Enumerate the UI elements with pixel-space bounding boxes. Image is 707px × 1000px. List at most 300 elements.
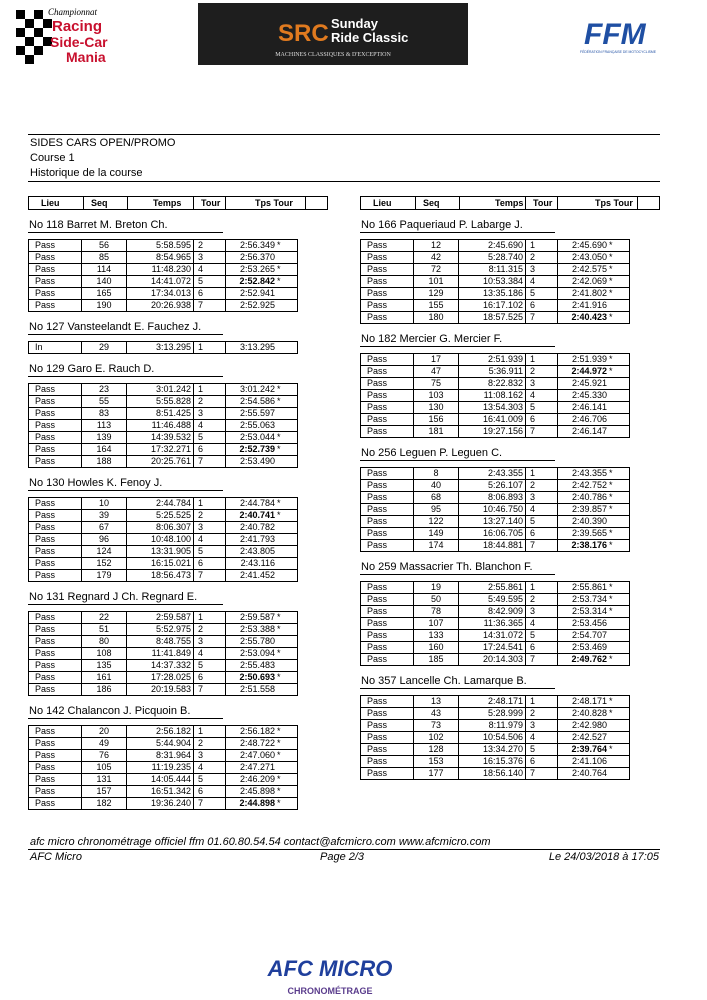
cell-temps: 17:34.013 (127, 288, 194, 300)
title-top-rule (28, 134, 660, 135)
cell-mark: * (277, 498, 298, 510)
cell-temps: 14:31.072 (459, 630, 526, 642)
cell-tour: 1 (526, 696, 558, 708)
cell-seq: 160 (414, 642, 459, 654)
cell-temps: 8:11.315 (459, 264, 526, 276)
cell-temps: 5:28.999 (459, 708, 526, 720)
cell-temps: 8:54.965 (127, 252, 194, 264)
cell-tour: 1 (526, 354, 558, 366)
table-row (29, 546, 298, 558)
table-row (361, 618, 630, 630)
cell-seq: 73 (414, 720, 459, 732)
table-row (361, 642, 630, 654)
cell-tour: 2 (526, 594, 558, 606)
cell-mark: * (609, 504, 630, 516)
cell-mark (609, 732, 630, 744)
cell-tps: 2:40.764 (558, 768, 610, 780)
cell-mark (277, 684, 298, 696)
cell-mark (277, 408, 298, 420)
cell-mark (609, 618, 630, 630)
cell-tps: 2:41.802 (558, 288, 610, 300)
cell-temps: 16:41.009 (459, 414, 526, 426)
table-row (361, 594, 630, 606)
cell-lieu: Pass (361, 468, 414, 480)
cell-lieu: Pass (361, 708, 414, 720)
table-row (29, 288, 298, 300)
cell-lieu: Pass (29, 444, 82, 456)
cell-tour: 7 (194, 300, 226, 312)
cell-lieu: Pass (29, 684, 82, 696)
right-results-column (360, 196, 660, 780)
cell-seq: 55 (82, 396, 127, 408)
logo-left-line1: Championnat (48, 7, 98, 17)
cell-tps: 2:42.069 (558, 276, 610, 288)
title-bottom-rule (28, 181, 660, 182)
cell-lieu: Pass (29, 750, 82, 762)
cell-tps: 2:52.941 (226, 288, 278, 300)
table-row (361, 606, 630, 618)
cell-mark: * (277, 798, 298, 810)
table-row (29, 612, 298, 624)
cell-mark (277, 342, 298, 354)
cell-lieu: Pass (361, 240, 414, 252)
lap-table (360, 353, 630, 438)
cell-tour: 2 (194, 738, 226, 750)
cell-tps: 2:53.388 (226, 624, 278, 636)
cell-seq: 129 (414, 288, 459, 300)
cell-seq: 105 (82, 762, 127, 774)
cell-tps: 2:54.707 (558, 630, 610, 642)
cell-lieu: Pass (29, 300, 82, 312)
cell-lieu: Pass (361, 642, 414, 654)
cell-seq: 96 (82, 534, 127, 546)
cell-tps: 2:40.390 (558, 516, 610, 528)
cell-tps: 2:55.063 (226, 420, 278, 432)
lap-table (28, 341, 298, 354)
table-row (29, 276, 298, 288)
cell-tour: 5 (194, 432, 226, 444)
cell-tour: 7 (526, 426, 558, 438)
cell-temps: 2:48.171 (459, 696, 526, 708)
table-row (29, 672, 298, 684)
cell-seq: 131 (82, 774, 127, 786)
cell-mark: * (609, 708, 630, 720)
cell-seq: 49 (82, 738, 127, 750)
cell-tps: 2:53.734 (558, 594, 610, 606)
ffm-mark: FFM (584, 18, 646, 51)
cell-mark: * (277, 774, 298, 786)
cell-tour: 4 (194, 420, 226, 432)
cell-lieu: Pass (29, 264, 82, 276)
cell-seq: 139 (82, 432, 127, 444)
cell-seq: 185 (414, 654, 459, 666)
cell-seq: 17 (414, 354, 459, 366)
cell-seq: 85 (82, 252, 127, 264)
cell-lieu: Pass (361, 540, 414, 552)
cell-tour: 5 (526, 516, 558, 528)
cell-lieu: Pass (361, 594, 414, 606)
table-row (361, 696, 630, 708)
table-row (29, 264, 298, 276)
cell-seq: 23 (82, 384, 127, 396)
cell-tour: 5 (194, 546, 226, 558)
cell-seq: 177 (414, 768, 459, 780)
cell-tour: 6 (526, 642, 558, 654)
cell-tour: 3 (194, 408, 226, 420)
cell-temps: 14:41.072 (127, 276, 194, 288)
cell-lieu: Pass (361, 606, 414, 618)
cell-tps: 2:46.209 (226, 774, 278, 786)
header-seq: Seq (91, 198, 108, 208)
cell-tps: 2:48.722 (226, 738, 278, 750)
cell-lieu: Pass (361, 390, 414, 402)
cell-lieu: Pass (29, 522, 82, 534)
cell-tour: 7 (194, 798, 226, 810)
cell-temps: 20:25.761 (127, 456, 194, 468)
cell-lieu: Pass (29, 612, 82, 624)
cell-tps: 2:41.793 (226, 534, 278, 546)
table-row (29, 726, 298, 738)
header-temps: Temps (495, 198, 524, 208)
table-row (29, 240, 298, 252)
cell-tps: 2:52.739 (226, 444, 278, 456)
table-row (361, 240, 630, 252)
cell-tour: 7 (526, 312, 558, 324)
cell-tps: 2:39.857 (558, 504, 610, 516)
cell-tps: 2:45.690 (558, 240, 610, 252)
cell-lieu: Pass (361, 618, 414, 630)
cell-mark: * (609, 582, 630, 594)
table-row (361, 366, 630, 378)
cell-tour: 2 (526, 708, 558, 720)
cell-temps: 13:34.270 (459, 744, 526, 756)
cell-temps: 5:36.911 (459, 366, 526, 378)
cell-temps: 5:26.107 (459, 480, 526, 492)
table-row (361, 540, 630, 552)
cell-tps: 2:41.106 (558, 756, 610, 768)
table-row (29, 444, 298, 456)
table-row (29, 558, 298, 570)
cell-mark: * (277, 726, 298, 738)
logo-left-line4: Mania (66, 49, 106, 65)
racing-sidecar-mania-logo (14, 4, 124, 66)
afc-micro-sub: CHRONOMÉTRAGE (287, 986, 373, 996)
table-row (29, 498, 298, 510)
cell-tps: 2:45.921 (558, 378, 610, 390)
table-row (29, 408, 298, 420)
cell-lieu: Pass (361, 492, 414, 504)
cell-mark: * (609, 468, 630, 480)
cell-seq: 76 (82, 750, 127, 762)
cell-seq: 29 (82, 342, 127, 354)
table-row (29, 774, 298, 786)
header-temps: Temps (153, 198, 182, 208)
cell-mark (277, 300, 298, 312)
rider-underline (28, 490, 223, 491)
cell-tps: 2:55.861 (558, 582, 610, 594)
cell-seq: 181 (414, 426, 459, 438)
header-tps-tour: Tps Tour (595, 198, 633, 208)
page-number: Page 2/3 (320, 851, 365, 863)
cell-tps: 2:43.116 (226, 558, 278, 570)
cell-mark: * (609, 354, 630, 366)
cell-lieu: Pass (361, 414, 414, 426)
cell-seq: 113 (82, 420, 127, 432)
cell-mark: * (609, 528, 630, 540)
cell-tps: 2:54.586 (226, 396, 278, 408)
cell-lieu: Pass (29, 432, 82, 444)
cell-tour: 6 (194, 288, 226, 300)
cell-tps: 2:51.939 (558, 354, 610, 366)
cell-lieu: Pass (361, 366, 414, 378)
cell-lieu: Pass (29, 546, 82, 558)
cell-mark: * (609, 366, 630, 378)
cell-temps: 16:17.102 (459, 300, 526, 312)
header-lieu: Lieu (41, 198, 60, 208)
table-row (29, 420, 298, 432)
cell-seq: 50 (414, 594, 459, 606)
cell-lieu: Pass (361, 696, 414, 708)
rider-title: No 259 Massacrier Th. Blanchon F. (361, 561, 533, 573)
table-row (361, 516, 630, 528)
table-row (29, 510, 298, 522)
cell-tour: 6 (194, 672, 226, 684)
cell-tps: 2:46.147 (558, 426, 610, 438)
cell-seq: 155 (414, 300, 459, 312)
cell-mark: * (277, 612, 298, 624)
cell-lieu: Pass (29, 252, 82, 264)
cell-tour: 2 (526, 252, 558, 264)
rider-underline (28, 376, 223, 377)
table-row (29, 384, 298, 396)
cell-mark: * (609, 594, 630, 606)
sunday-ride-classic-logo (198, 3, 468, 65)
cell-temps: 8:31.964 (127, 750, 194, 762)
header-tour: Tour (201, 198, 221, 208)
cell-seq: 47 (414, 366, 459, 378)
cell-mark (609, 426, 630, 438)
table-row (361, 768, 630, 780)
lap-table (360, 581, 630, 666)
table-row (29, 786, 298, 798)
cell-seq: 124 (82, 546, 127, 558)
cell-temps: 19:36.240 (127, 798, 194, 810)
table-row (361, 756, 630, 768)
cell-mark: * (277, 444, 298, 456)
cell-seq: 101 (414, 276, 459, 288)
cell-lieu: Pass (361, 654, 414, 666)
cell-tour: 2 (526, 480, 558, 492)
cell-tour: 4 (194, 264, 226, 276)
cell-mark: * (609, 240, 630, 252)
cell-tour: 1 (194, 498, 226, 510)
cell-mark (277, 762, 298, 774)
cell-tour: 6 (194, 444, 226, 456)
cell-temps: 3:01.242 (127, 384, 194, 396)
cell-lieu: Pass (29, 288, 82, 300)
cell-tour: 4 (194, 762, 226, 774)
cell-seq: 68 (414, 492, 459, 504)
afc-micro-name: AFC MICRO (267, 956, 393, 981)
cell-seq: 8 (414, 468, 459, 480)
cell-tour: 2 (526, 366, 558, 378)
history-subtitle: Historique de la course (30, 167, 143, 179)
table-row (29, 660, 298, 672)
table-row (361, 402, 630, 414)
cell-seq: 40 (414, 480, 459, 492)
cell-tps: 2:47.271 (226, 762, 278, 774)
cell-tps: 2:47.060 (226, 750, 278, 762)
rider-title: No 129 Garo E. Rauch D. (29, 363, 155, 375)
cell-tour: 1 (194, 342, 226, 354)
cell-seq: 102 (414, 732, 459, 744)
cell-tour: 7 (526, 768, 558, 780)
cell-temps: 8:22.832 (459, 378, 526, 390)
cell-tps: 2:53.265 (226, 264, 278, 276)
cell-tps: 2:39.565 (558, 528, 610, 540)
cell-tps: 2:43.805 (226, 546, 278, 558)
cell-mark (277, 570, 298, 582)
cell-lieu: Pass (361, 264, 414, 276)
cell-mark: * (609, 540, 630, 552)
cell-lieu: Pass (29, 408, 82, 420)
left-column-header (28, 196, 328, 210)
cell-temps: 2:59.587 (127, 612, 194, 624)
cell-tps: 2:45.898 (226, 786, 278, 798)
lap-table (360, 467, 630, 552)
cell-tour: 6 (194, 558, 226, 570)
cell-temps: 11:08.162 (459, 390, 526, 402)
cell-mark (277, 660, 298, 672)
cell-lieu: Pass (29, 648, 82, 660)
cell-lieu: Pass (29, 762, 82, 774)
cell-mark: * (609, 654, 630, 666)
table-row (361, 414, 630, 426)
cell-tps: 2:52.925 (226, 300, 278, 312)
cell-tps: 2:43.355 (558, 468, 610, 480)
cell-tour: 3 (526, 264, 558, 276)
cell-tour: 7 (526, 654, 558, 666)
cell-temps: 18:56.140 (459, 768, 526, 780)
cell-mark: * (277, 648, 298, 660)
table-row (29, 534, 298, 546)
table-row (29, 636, 298, 648)
table-row (29, 432, 298, 444)
cell-lieu: Pass (29, 420, 82, 432)
cell-tour: 7 (194, 456, 226, 468)
cell-tps: 2:52.842 (226, 276, 278, 288)
cell-mark: * (277, 624, 298, 636)
header-tour: Tour (533, 198, 553, 208)
cell-tour: 1 (526, 240, 558, 252)
cell-temps: 14:39.532 (127, 432, 194, 444)
cell-tour: 5 (194, 276, 226, 288)
cell-temps: 19:27.156 (459, 426, 526, 438)
cell-tour: 7 (526, 540, 558, 552)
cell-temps: 13:54.303 (459, 402, 526, 414)
cell-seq: 149 (414, 528, 459, 540)
cell-tps: 2:44.972 (558, 366, 610, 378)
cell-seq: 153 (414, 756, 459, 768)
cell-mark (609, 390, 630, 402)
src-mark: SRC (278, 20, 329, 47)
cell-tour: 3 (194, 636, 226, 648)
cell-tour: 5 (526, 288, 558, 300)
cell-mark: * (277, 786, 298, 798)
cell-lieu: Pass (361, 288, 414, 300)
cell-mark: * (609, 492, 630, 504)
cell-lieu: Pass (361, 426, 414, 438)
table-row (361, 720, 630, 732)
cell-tps: 2:40.741 (226, 510, 278, 522)
cell-seq: 56 (82, 240, 127, 252)
cell-temps: 5:44.904 (127, 738, 194, 750)
cell-tour: 4 (194, 534, 226, 546)
rider-title: No 182 Mercier G. Mercier F. (361, 333, 503, 345)
table-row (361, 390, 630, 402)
cell-temps: 2:56.182 (127, 726, 194, 738)
cell-tps: 2:42.527 (558, 732, 610, 744)
cell-seq: 95 (414, 504, 459, 516)
cell-tps: 2:42.980 (558, 720, 610, 732)
cell-lieu: Pass (361, 480, 414, 492)
logo-left-line3: Side-Car (50, 34, 108, 50)
cell-temps: 20:14.303 (459, 654, 526, 666)
rider-title: No 142 Chalancon J. Picquoin B. (29, 705, 191, 717)
cell-seq: 165 (82, 288, 127, 300)
rider-underline (28, 232, 223, 233)
cell-tour: 1 (194, 726, 226, 738)
cell-lieu: Pass (361, 582, 414, 594)
cell-mark: * (277, 264, 298, 276)
cell-tps: 2:59.587 (226, 612, 278, 624)
cell-tps: 2:44.898 (226, 798, 278, 810)
cell-mark: * (277, 276, 298, 288)
cell-seq: 51 (82, 624, 127, 636)
cell-seq: 179 (82, 570, 127, 582)
ffm-tagline: FÉDÉRATION FRANÇAISE DE MOTOCYCLISME (580, 50, 656, 54)
table-row (361, 504, 630, 516)
cell-mark (609, 414, 630, 426)
cell-tps: 2:46.706 (558, 414, 610, 426)
table-row (29, 342, 298, 354)
cell-temps: 13:31.905 (127, 546, 194, 558)
cell-mark: * (277, 672, 298, 684)
table-row (29, 396, 298, 408)
lap-table (28, 611, 298, 696)
cell-temps: 14:37.332 (127, 660, 194, 672)
cell-tps: 2:48.171 (558, 696, 610, 708)
cell-lieu: Pass (361, 402, 414, 414)
cell-tps: 2:49.762 (558, 654, 610, 666)
cell-temps: 5:49.595 (459, 594, 526, 606)
table-row (29, 648, 298, 660)
cell-tour: 1 (194, 612, 226, 624)
cell-seq: 19 (414, 582, 459, 594)
cell-seq: 180 (414, 312, 459, 324)
cell-seq: 114 (82, 264, 127, 276)
cell-lieu: Pass (361, 276, 414, 288)
cell-mark (277, 288, 298, 300)
table-row (29, 750, 298, 762)
cell-temps: 8:42.909 (459, 606, 526, 618)
table-row (29, 456, 298, 468)
cell-seq: 78 (414, 606, 459, 618)
cell-tour: 6 (194, 786, 226, 798)
cell-lieu: Pass (29, 384, 82, 396)
cell-seq: 128 (414, 744, 459, 756)
cell-mark: * (277, 750, 298, 762)
